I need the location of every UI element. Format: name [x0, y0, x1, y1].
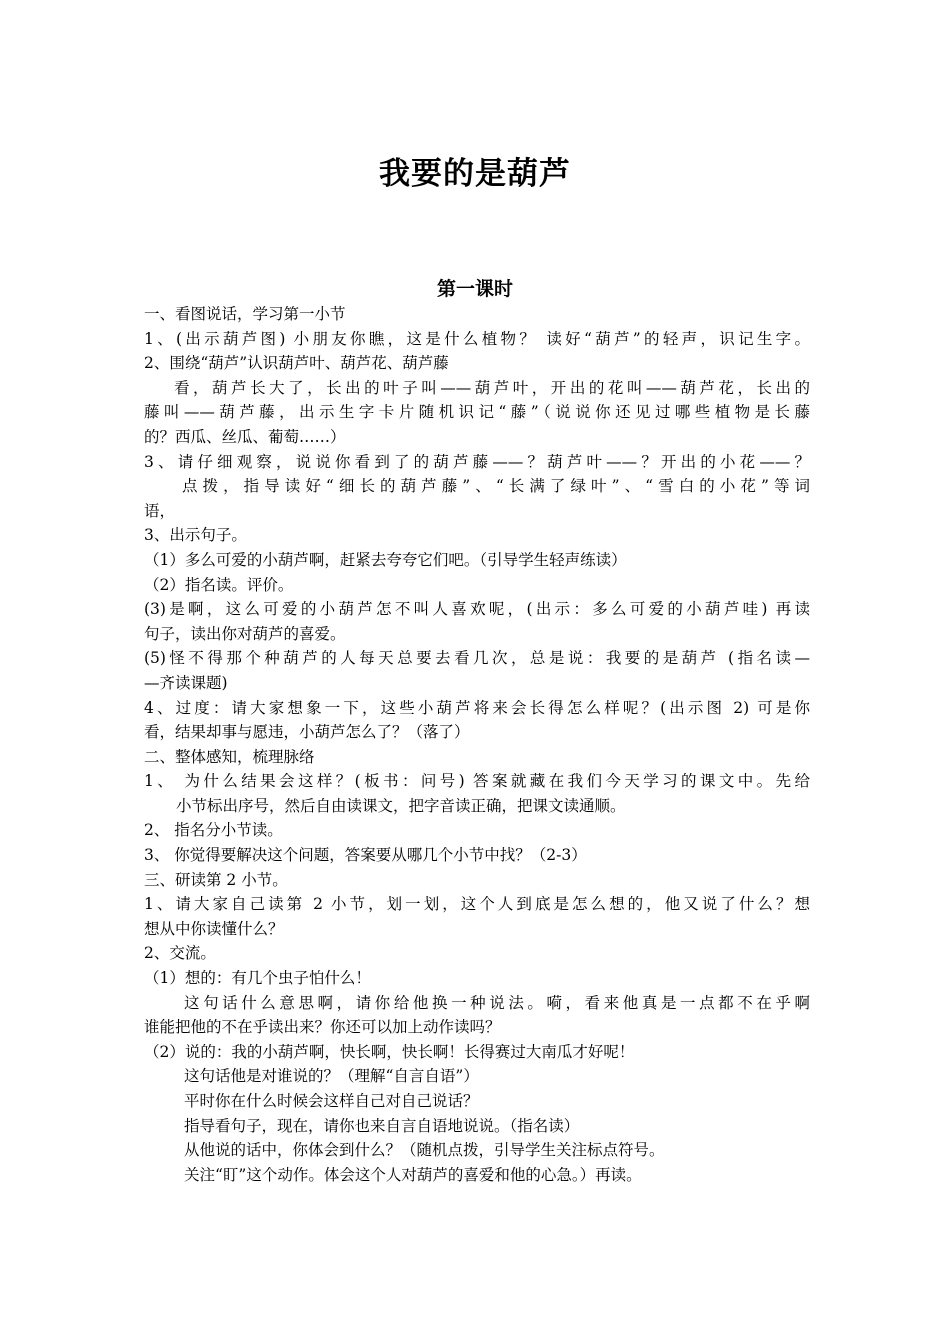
document-body [144, 302, 810, 1187]
paragraph-line: 语， [144, 501, 176, 520]
paragraph-line: 想从中你读懂什么？ [144, 919, 284, 938]
paragraph-line: (3)是啊，这么可爱的小葫芦怎不叫人喜欢呢，(出示：多么可爱的小葫芦哇) 再读 [144, 600, 810, 619]
section-heading-3: 三、研读第 2 小节。 [144, 870, 288, 889]
paragraph-line: 2、交流。 [144, 944, 216, 963]
paragraph-line: 3、请仔细观察，说说你看到了的葫芦藤——？葫芦叶——？开出的小花——？ [144, 452, 810, 471]
paragraph-line: （2）指名读。评价。 [144, 575, 294, 594]
section-heading-1: 一、看图说话，学习第一小节 [144, 305, 346, 323]
section-heading-2: 二、整体感知，梳理脉络 [144, 747, 315, 766]
paragraph-line: 这句话什么意思啊，请你给他换一种说法。嗬，看来他真是一点都不在乎啊 [184, 993, 810, 1012]
paragraph-line: 平时你在什么时候会这样自己对自己说话？ [184, 1092, 479, 1110]
paragraph-line: （1）多么可爱的小葫芦啊，赶紧去夸夸它们吧。（引导学生轻声练读） [144, 550, 627, 569]
paragraph-line: 4、过度：请大家想象一下，这些小葫芦将来会长得怎么样呢？(出示图 2) 可是你 [144, 698, 810, 717]
document-title: 我要的是葫芦 [379, 156, 571, 192]
paragraph-line: 1、请大家自己读第 2 小节，划一划，这个人到底是怎么想的，他又说了什么？想 [144, 895, 810, 914]
paragraph-line: 2、 指名分小节读。 [144, 821, 283, 840]
paragraph-line: 这句话他是对谁说的？（理解“自言自语”） [184, 1067, 479, 1086]
paragraph-line: 从他说的话中，你体会到什么？（随机点拨，引导学生关注标点符号。 [184, 1141, 665, 1160]
paragraph-line: 句子，读出你对葫芦的喜爱。 [144, 624, 346, 643]
paragraph-line: 1、(出示葫芦图) 小朋友你瞧，这是什么植物？ 读好“葫芦”的轻声，识记生字。 [144, 329, 810, 348]
paragraph-line: 点拨，指导读好“细长的葫芦藤”、“长满了绿叶”、“雪白的小花”等词 [182, 477, 810, 496]
paragraph-line: 2、围绕“葫芦”认识葫芦叶、葫芦花、葫芦藤 [144, 354, 449, 373]
section-heading: 第一课时 [436, 278, 513, 300]
paragraph-line: 藤叫——葫芦藤，出示生字卡片随机识记“藤”（说说你还见过哪些植物是长藤 [144, 403, 810, 422]
paragraph-line: 谁能把他的不在乎读出来？你还可以加上动作读吗？ [144, 1018, 501, 1037]
paragraph-line: (5)怪不得那个种葫芦的人每天总要去看几次，总是说：我要的是葫芦 (指名读— [144, 649, 810, 668]
paragraph-line: 小节标出序号，然后自由读课文，把字音读正确，把课文读通顺。 [176, 796, 626, 815]
paragraph-line: （2）说的：我的小葫芦啊，快长啊，快长啊！长得赛过大南瓜才好呢！ [144, 1042, 635, 1061]
paragraph-line: 指导看句子，现在，请你也来自言自语地说说。（指名读） [184, 1116, 580, 1135]
paragraph-line: （1）想的：有几个虫子怕什么！ [144, 969, 371, 988]
paragraph-line: 看，结果却事与愿违，小葫芦怎么了？（落了） [144, 723, 470, 742]
paragraph-line: 3、 你觉得要解决这个问题，答案要从哪几个小节中找？（2-3） [144, 846, 587, 865]
paragraph-line: 关注“盯”这个动作。体会这个人对葫芦的喜爱和他的心急。）再读。 [184, 1165, 642, 1184]
paragraph-line: 的？西瓜、丝瓜、葡萄……） [144, 427, 346, 446]
paragraph-line: 看，葫芦长大了，长出的叶子叫——葫芦叶，开出的花叫——葫芦花，长出的 [174, 378, 810, 397]
paragraph-line: 1、 为什么结果会这样？(板书：问号) 答案就藏在我们今天学习的课文中。先给 [144, 772, 810, 791]
paragraph-line: —齐读课题) [144, 673, 228, 692]
paragraph-line: 3、出示句子。 [144, 526, 247, 545]
